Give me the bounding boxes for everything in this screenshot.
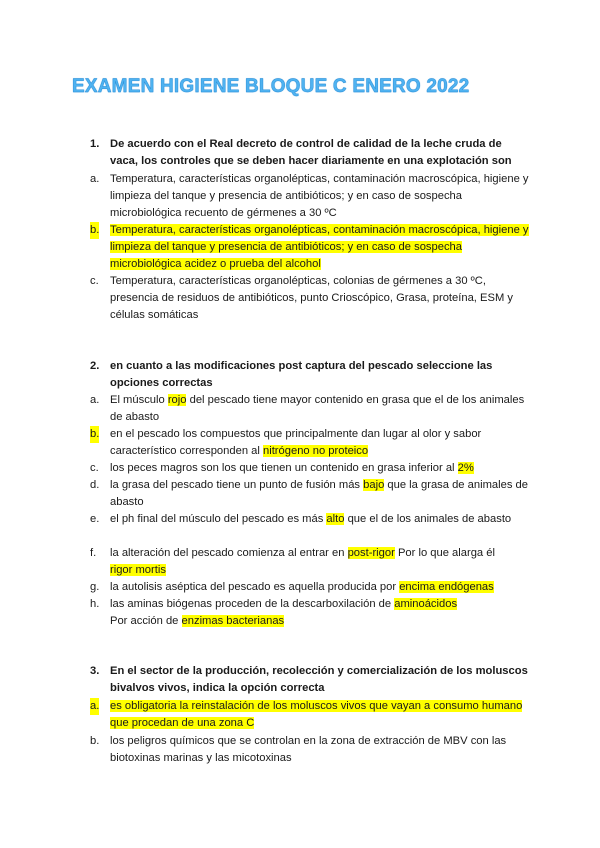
- option-2e: [90, 511, 535, 528]
- highlight: encima endógenas: [399, 581, 494, 593]
- option-text: la grasa del pescado tiene un punto de fusión más: [110, 479, 364, 491]
- option-text: Temperatura, características organolépticas, contaminación macroscópica, higiene y limpieza del tanque y presencia de antibióticos; y en caso de sospecha microbiológica recuento de gérmenes a 30 ºC: [110, 173, 529, 219]
- option-1c: [90, 273, 535, 324]
- option-text: Por acción de: [110, 615, 182, 627]
- option-text: los peligros químicos que se controlan en la zona de extracción de MBV con las biotoxinas marinas y las micotoxinas: [110, 735, 507, 764]
- option-3b: [90, 733, 535, 767]
- question-number: 2.: [90, 360, 100, 372]
- option-text: el ph final del músculo del pescado es más: [110, 513, 327, 525]
- option-letter: c.: [90, 275, 99, 287]
- option-2h: [90, 596, 535, 613]
- highlight: nitrógeno no proteico: [262, 445, 369, 457]
- option-letter: a.: [90, 173, 100, 185]
- option-letter: b.: [90, 426, 99, 443]
- option-letter: h.: [90, 598, 100, 610]
- option-text: que la grasa de animales de abasto: [110, 479, 528, 508]
- option-1b-highlighted: [90, 222, 535, 273]
- question-1: [90, 136, 530, 170]
- option-2b: [90, 426, 535, 460]
- option-text: El músculo: [110, 394, 168, 406]
- option-letter: b.: [90, 222, 99, 239]
- option-text: la alteración del pescado comienza al entrar en: [110, 547, 348, 559]
- option-2a: [90, 392, 535, 426]
- option-text: es obligatoria la reinstalación de los moluscos vivos que vayan a consumo humano que procedan de una zona C: [110, 700, 523, 729]
- option-letter: e.: [90, 513, 100, 525]
- highlight: bajo: [363, 479, 385, 491]
- option-text: Temperatura, características organolépticas, contaminación macroscópica, higiene y limpieza del tanque y presencia de antibióticos; y en caso de sospecha microbiológica acidez o prueba del alcohol: [110, 224, 529, 270]
- question-number: 1.: [90, 138, 100, 150]
- option-text: Por lo que alarga él: [394, 547, 495, 559]
- option-letter: g.: [90, 581, 100, 593]
- option-letter: f.: [90, 547, 97, 559]
- option-letter: a.: [90, 698, 99, 715]
- highlight: enzimas bacterianas: [181, 615, 285, 627]
- option-text: del pescado tiene mayor contenido en grasa que el de los animales de abasto: [110, 394, 525, 423]
- option-2h-continued: [90, 613, 535, 630]
- highlight: 2%: [457, 462, 474, 474]
- question-2: [90, 358, 530, 392]
- option-letter: a.: [90, 394, 100, 406]
- highlight: aminoácidos: [394, 598, 458, 610]
- highlight: rojo: [167, 394, 187, 406]
- option-2d: [90, 477, 535, 511]
- question-text: En el sector de la producción, recolección y comercialización de los moluscos bivalvos vivos, indica la opción correcta: [110, 665, 528, 694]
- option-text: que el de los animales de abasto: [344, 513, 512, 525]
- option-3a-highlighted: [90, 698, 535, 732]
- option-text: en el pescado los compuestos que principalmente dan lugar al olor y sabor característico corresponden al: [110, 428, 482, 457]
- option-letter: c.: [90, 462, 99, 474]
- option-2f-continued: [90, 562, 535, 579]
- option-text: la autolisis aséptica del pescado es aquella producida por: [110, 581, 400, 593]
- question-3: [90, 663, 530, 697]
- question-text: en cuanto a las modificaciones post captura del pescado seleccione las opciones correctas: [110, 360, 493, 389]
- option-text: las aminas biógenas proceden de la descarboxilación de: [110, 598, 395, 610]
- option-2g: [90, 579, 535, 596]
- option-text: Temperatura, características organolépticas, colonias de gérmenes a 30 ºC, presencia de residuos de antibióticos, punto Crioscópico, Grasa, proteína, ESM y células somáticas: [110, 275, 513, 321]
- option-1a: [90, 171, 535, 222]
- option-2f: [90, 545, 535, 562]
- option-letter: d.: [90, 479, 100, 491]
- option-text: los peces magros son los que tienen un contenido en grasa inferior al: [110, 462, 458, 474]
- option-letter: b.: [90, 735, 100, 747]
- highlight: post-rigor: [347, 547, 395, 559]
- option-2c: [90, 460, 535, 477]
- document-title: EXAMEN HIGIENE BLOQUE C ENERO 2022: [72, 76, 470, 97]
- question-text: De acuerdo con el Real decreto de control de calidad de la leche cruda de vaca, los controles que se deben hacer diariamente en una explotación son: [110, 138, 512, 167]
- question-number: 3.: [90, 665, 100, 677]
- highlight: alto: [326, 513, 345, 525]
- highlight: rigor mortis: [110, 564, 166, 576]
